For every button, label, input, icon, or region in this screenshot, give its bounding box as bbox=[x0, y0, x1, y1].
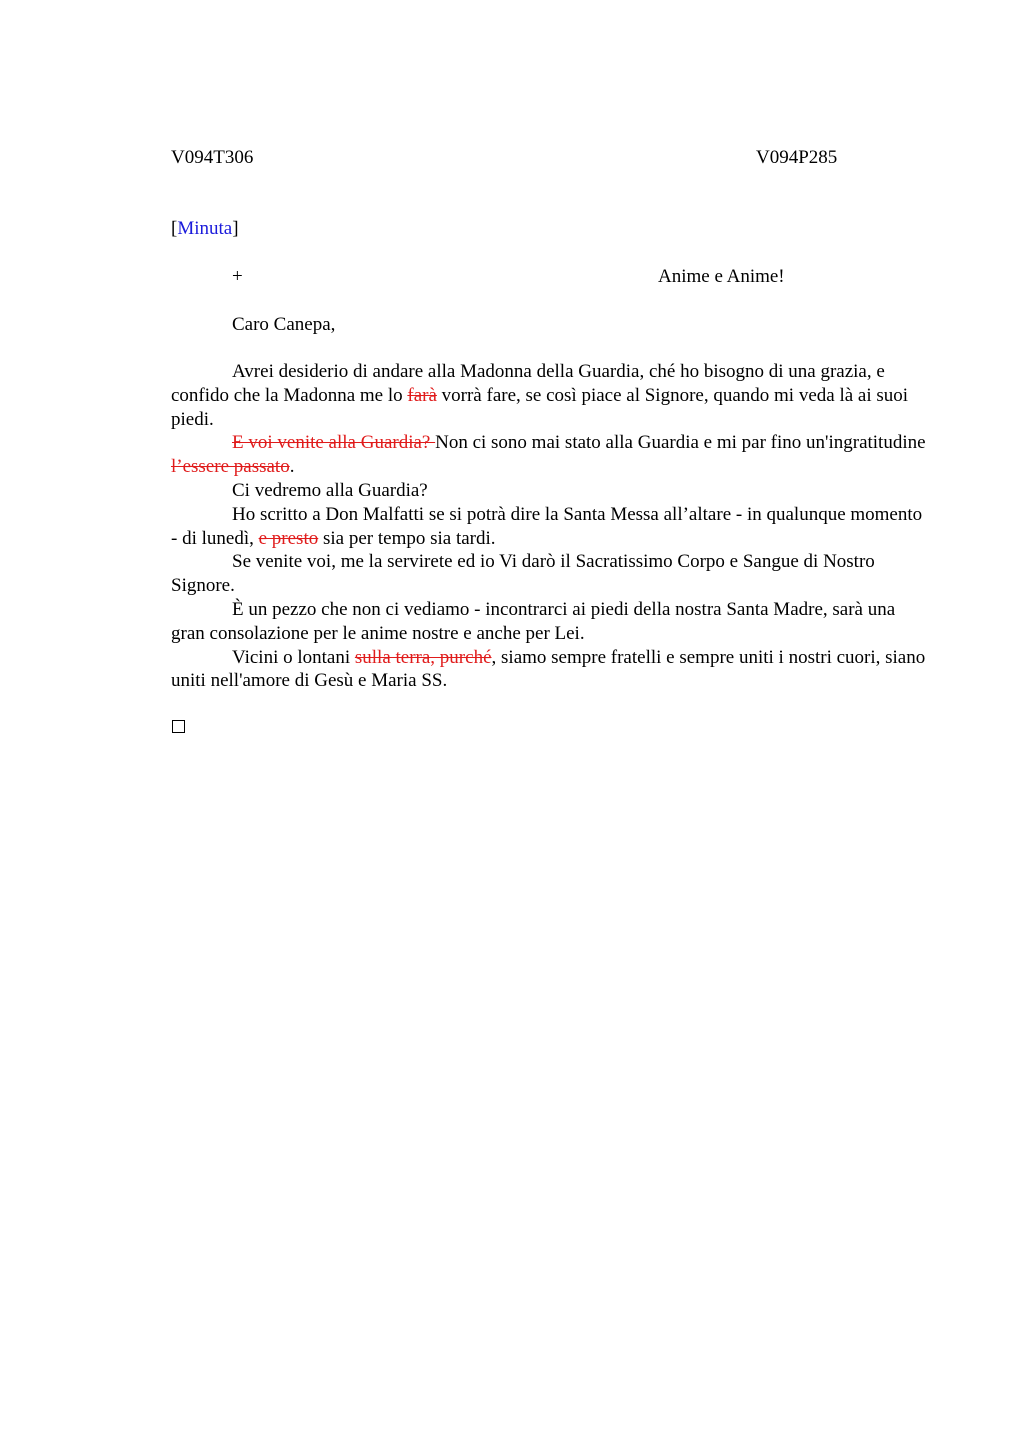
minuta-open-bracket: [ bbox=[171, 218, 178, 239]
paragraph-7-text-a: Vicini o lontani bbox=[232, 646, 355, 668]
paragraph-3-text-a: Ci vedremo alla Guardia? bbox=[232, 479, 428, 501]
paragraph-2-deletion-1: E voi venite alla Guardia? bbox=[232, 432, 436, 454]
document-code-left: V094T306 bbox=[171, 147, 254, 168]
paragraph-7 bbox=[171, 646, 931, 694]
paragraph-2 bbox=[171, 431, 931, 479]
paragraph-1-text-b: vorrà fare, se così piace al Signore, quando mi veda là ai suoi piedi. bbox=[171, 384, 909, 430]
paragraph-4-text-a: Ho scritto a Don Malfatti se si potrà dire la Santa Messa all’altare - in qualunque momento - di lunedì, bbox=[171, 503, 923, 549]
paragraph-3 bbox=[171, 479, 931, 503]
paragraph-7-text-b: , siamo sempre fratelli e sempre uniti i nostri cuori, siano uniti nell'amore di Gesù e Maria SS. bbox=[171, 646, 926, 692]
paragraph-5-text-a: Se venite voi, me la servirete ed io Vi darò il Sacratissimo Corpo e Sangue di Nostro Signore. bbox=[171, 551, 875, 597]
paragraph-2-text-a: Non ci sono mai stato alla Guardia e mi par fino un'ingratitudine bbox=[435, 432, 926, 454]
paragraph-1 bbox=[171, 360, 931, 431]
minuta-text: Minuta bbox=[177, 218, 233, 239]
paragraph-2-deletion-2: l’essere passato bbox=[171, 456, 290, 478]
square-outline-icon bbox=[172, 720, 185, 733]
letter-body bbox=[171, 360, 931, 693]
paragraph-4 bbox=[171, 503, 931, 551]
salutation: Caro Canepa, bbox=[232, 314, 336, 335]
minuta-label bbox=[171, 217, 239, 241]
document-code-right: V094P285 bbox=[756, 147, 838, 168]
minuta-close-bracket: ] bbox=[232, 218, 239, 239]
paragraph-1-deletion: farà bbox=[407, 384, 437, 406]
paragraph-2-text-b: . bbox=[289, 456, 295, 478]
paragraph-1-text-a: Avrei desiderio di andare alla Madonna della Guardia, ché ho bisogno di una grazia, e confido che la Madonna me lo bbox=[171, 361, 885, 406]
paragraph-4-deletion: e presto bbox=[258, 527, 319, 549]
paragraph-6 bbox=[171, 598, 931, 646]
paragraph-4-text-b: sia per tempo sia tardi. bbox=[318, 527, 496, 549]
paragraph-5 bbox=[171, 550, 931, 598]
cross-mark: + bbox=[232, 266, 243, 287]
paragraph-6-text-a: È un pezzo che non ci vediamo - incontrarci ai piedi della nostra Santa Madre, sarà una gran consolazione per le anime nostre e anche per Lei. bbox=[171, 598, 896, 644]
paragraph-7-deletion: sulla terra, purché bbox=[354, 646, 492, 668]
motto: Anime e Anime! bbox=[658, 266, 785, 287]
